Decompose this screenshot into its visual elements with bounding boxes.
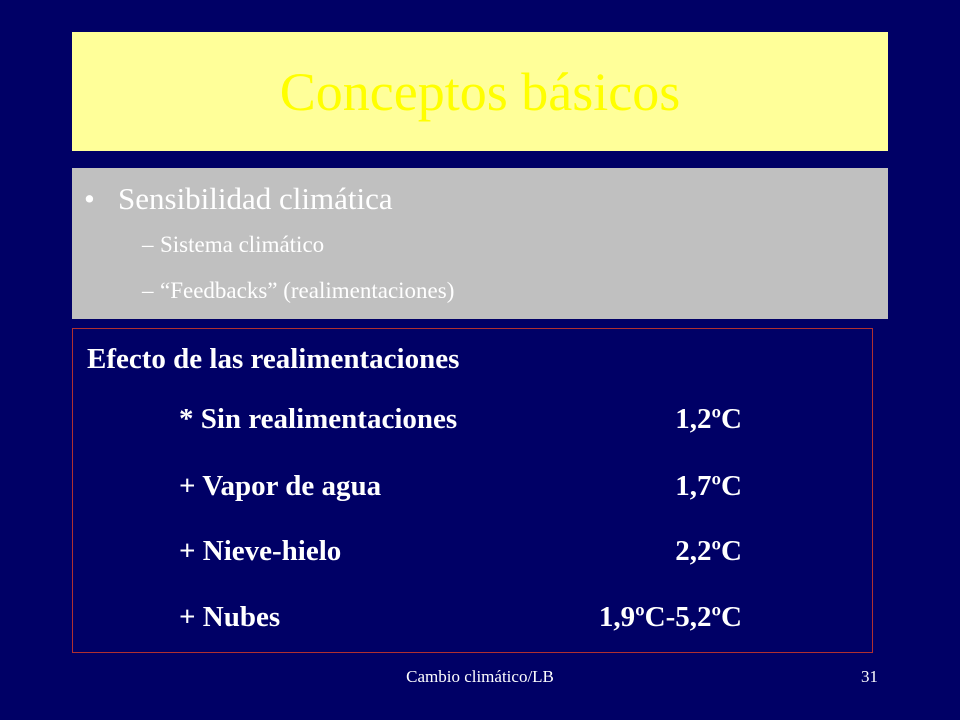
effect-label: + Vapor de agua — [179, 470, 382, 502]
effect-label: + Nieve-hielo — [179, 535, 342, 567]
dash-icon: – — [142, 278, 154, 303]
effect-row — [73, 535, 872, 575]
effect-row — [73, 601, 872, 641]
effect-value: 2,2ºC — [675, 535, 742, 567]
effect-label: + Nubes — [179, 601, 281, 633]
bullet-sub-text: “Feedbacks” (realimentaciones) — [160, 278, 455, 303]
effect-row — [73, 470, 872, 510]
bullet-sub-text: Sistema climático — [160, 232, 325, 257]
bullet-main-text: Sensibilidad climática — [118, 181, 393, 216]
bullets-box — [72, 168, 888, 319]
effects-box — [72, 328, 873, 653]
dash-icon: – — [142, 232, 154, 257]
effect-row — [73, 403, 872, 443]
effect-value: 1,2ºC — [675, 403, 742, 435]
bullet-main — [84, 181, 393, 217]
footer-text: Cambio climático/LB — [406, 667, 554, 686]
bullet-dot-icon: • — [84, 181, 95, 216]
page-number: 31 — [861, 667, 878, 686]
bullet-sub-item — [142, 278, 454, 304]
effect-value: 1,7ºC — [675, 470, 742, 502]
effect-value: 1,9ºC-5,2ºC — [598, 601, 742, 633]
slide-title: Conceptos básicos — [279, 61, 681, 122]
bullet-sub-item — [142, 232, 324, 258]
title-box — [72, 32, 888, 151]
effect-label: * Sin realimentaciones — [179, 403, 458, 435]
effects-heading: Efecto de las realimentaciones — [87, 343, 460, 375]
